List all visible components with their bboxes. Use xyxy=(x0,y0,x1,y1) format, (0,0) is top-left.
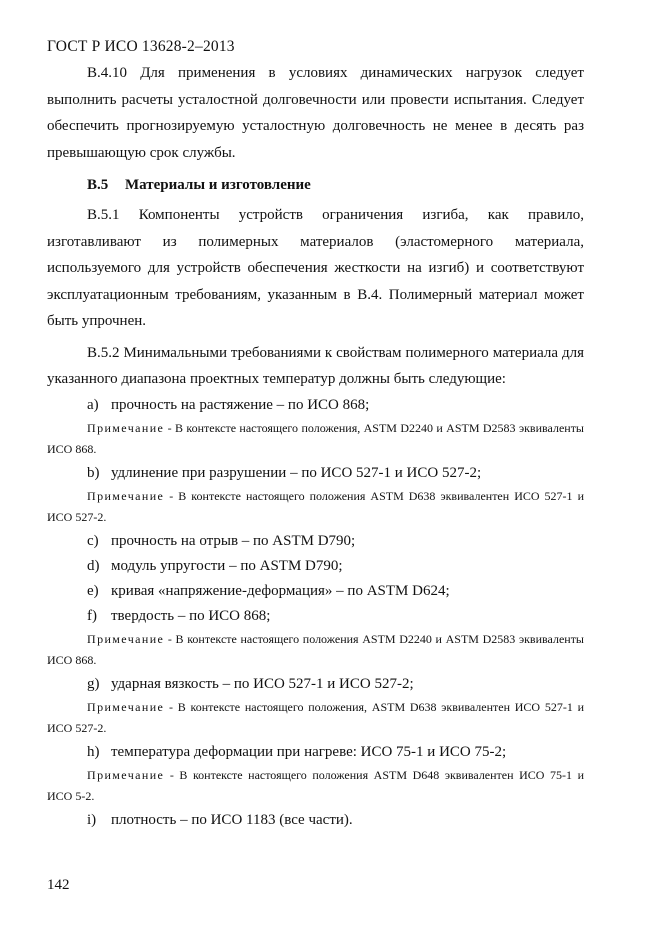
list-item-marker: i) xyxy=(87,811,97,828)
paragraph-b5-1: B.5.1 Компоненты устройств ограничения изгиба, как правило, изготавливают из полимерных материалов (эластомерного материала, используемого для устройств обеспечения жесткости на изгиб) и соответствуют эксплуатационным требованиям, указанным в B.4. Полимерный материал может быть упрочнен. xyxy=(47,207,584,329)
list-item xyxy=(47,672,584,697)
list-item xyxy=(47,740,584,765)
list-item-marker: c) xyxy=(87,532,99,549)
list-item-text: температура деформации при нагреве: ИСО 75-1 и ИСО 75-2; xyxy=(111,743,507,760)
note xyxy=(47,629,584,672)
list-item xyxy=(47,529,584,554)
note xyxy=(47,418,584,461)
note-text: - В контексте настоящего положения ASTM D638 эквивалентен ИСО 527-1 и ИСО 527-2. xyxy=(47,488,584,524)
note xyxy=(47,486,584,529)
list-item-marker: h) xyxy=(87,743,100,760)
list-item-marker: d) xyxy=(87,557,100,574)
list-item-marker: f) xyxy=(87,607,97,624)
note-label: Примечание xyxy=(87,420,165,435)
list-item-text: твердость – по ИСО 868; xyxy=(111,607,271,624)
paragraph-b4-10: B.4.10 Для применения в условиях динамических нагрузок следует выполнить расчеты усталостной долговечности или провести испытания. Следует обеспечить прогнозируемую усталостную долговечность не менее в десять раз превышающую срок службы. xyxy=(47,65,584,161)
document-header: ГОСТ Р ИСО 13628-2–2013 xyxy=(47,38,235,55)
note xyxy=(47,765,584,808)
note-text: - В контексте настоящего положения, ASTM D2240 и ASTM D2583 эквиваленты ИСО 868. xyxy=(47,420,584,456)
list-item xyxy=(47,808,584,833)
list-item xyxy=(47,579,584,604)
list-item-marker: e) xyxy=(87,582,99,599)
section-title: Материалы и изготовление xyxy=(125,177,311,193)
list-item-text: прочность на отрыв – по ASTM D790; xyxy=(111,532,356,549)
note-text: - В контексте настоящего положения, ASTM D638 эквивалентен ИСО 527-1 и ИСО 527-2. xyxy=(47,699,584,735)
document-body xyxy=(47,60,584,833)
list-item-text: удлинение при разрушении – по ИСО 527-1 и ИСО 527-2; xyxy=(111,464,482,481)
list-item-marker: b) xyxy=(87,464,100,481)
list-item-text: прочность на растяжение – по ИСО 868; xyxy=(111,396,370,413)
note xyxy=(47,697,584,740)
list-item-marker: a) xyxy=(87,396,99,413)
list-item-marker: g) xyxy=(87,675,100,692)
list-item-text: модуль упругости – по ASTM D790; xyxy=(111,557,343,574)
list-item xyxy=(47,554,584,579)
note-text: - В контексте настоящего положения ASTM D648 эквивалентен ИСО 75-1 и ИСО 5-2. xyxy=(47,767,584,803)
note-text: - В контексте настоящего положения ASTM D2240 и ASTM D2583 эквиваленты ИСО 868. xyxy=(47,631,584,667)
note-label: Примечание xyxy=(87,488,165,503)
page-number: 142 xyxy=(47,877,70,893)
list-item xyxy=(47,461,584,486)
note-label: Примечание xyxy=(87,767,165,782)
requirements-list xyxy=(47,393,584,833)
list-item-text: ударная вязкость – по ИСО 527-1 и ИСО 527-2; xyxy=(111,675,414,692)
note-label: Примечание xyxy=(87,631,165,646)
section-number: B.5 xyxy=(87,177,109,193)
list-item-text: плотность – по ИСО 1183 (все части). xyxy=(111,811,353,828)
paragraph-b5-2: B.5.2 Минимальными требованиями к свойствам полимерного материала для указанного диапазона проектных температур должны быть следующие: xyxy=(47,344,584,387)
note-label: Примечание xyxy=(87,699,165,714)
list-item xyxy=(47,393,584,418)
list-item-text: кривая «напряжение-деформация» – по ASTM D624; xyxy=(111,582,450,599)
list-item xyxy=(47,604,584,629)
section-heading-b5 xyxy=(87,172,584,198)
